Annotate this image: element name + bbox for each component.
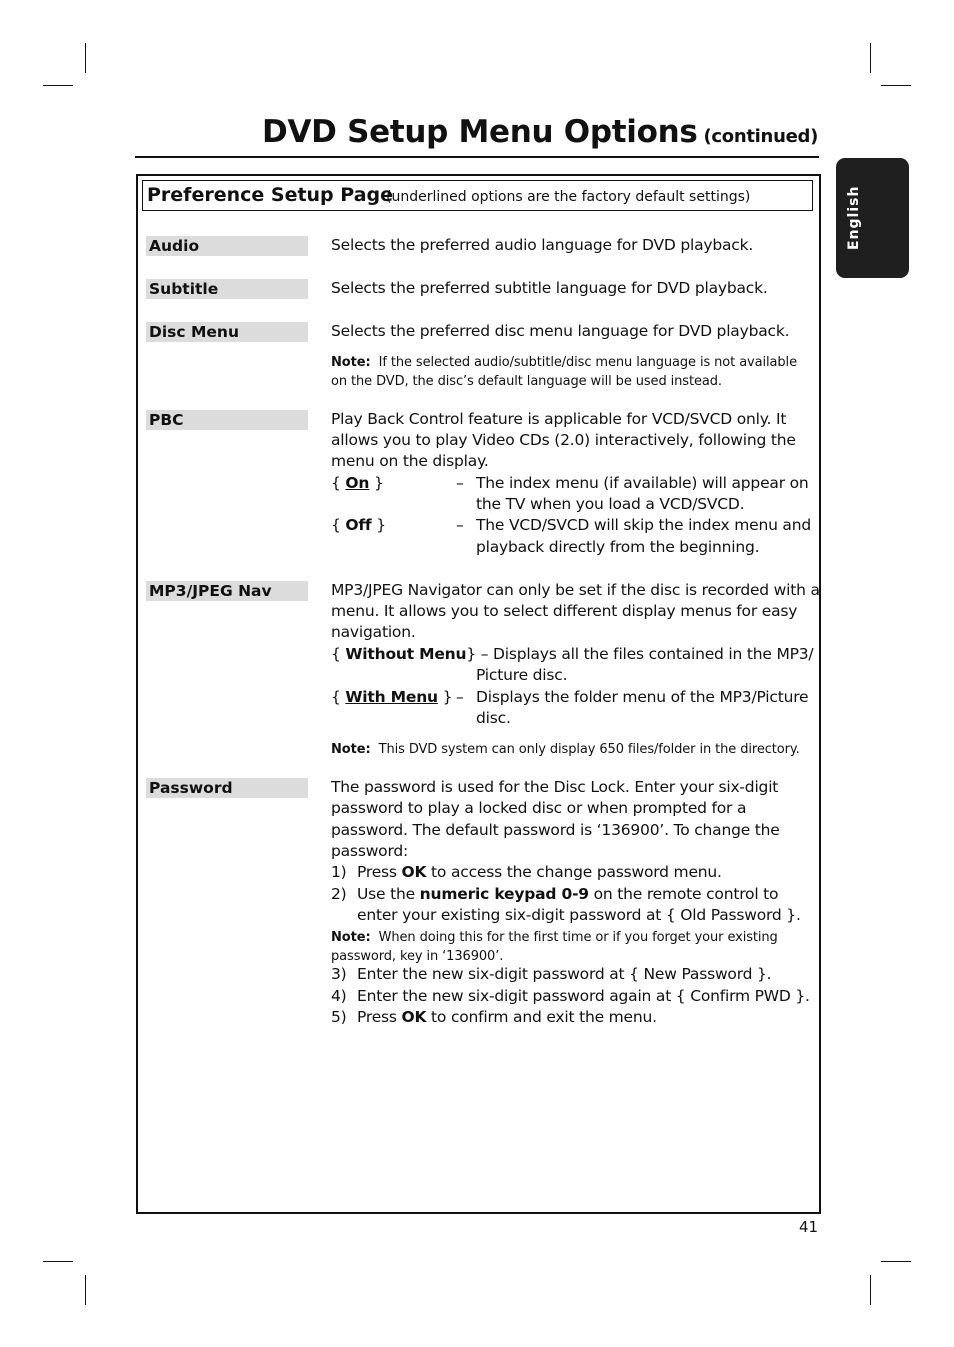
pbc-description-line2: allows you to play Video CDs (2.0) interactively, following the xyxy=(331,431,796,449)
option-label-audio: Audio xyxy=(146,236,308,256)
pbc-off-description-line1: The VCD/SVCD will skip the index menu and xyxy=(476,516,811,534)
crop-mark xyxy=(85,1275,86,1305)
option-label-password: Password xyxy=(146,778,308,798)
mp3-note xyxy=(331,739,800,760)
password-step-2-line2: enter your existing six-digit password at { Old Password }. xyxy=(357,906,801,924)
note-text: This DVD system can only display 650 files/folder in the directory. xyxy=(378,742,800,757)
page-title-text: DVD Setup Menu Options xyxy=(262,114,698,150)
pbc-on-description-line2: the TV when you load a VCD/SVCD. xyxy=(476,495,745,513)
section-title: Preference Setup Page xyxy=(147,184,393,206)
crop-mark xyxy=(43,85,73,86)
password-description-line2: password to play a locked disc or when prompted for a xyxy=(331,799,747,817)
step-text: to confirm and exit the menu. xyxy=(426,1008,657,1026)
note-text: When doing this for the first time or if you forget your existing xyxy=(378,930,778,945)
page-title-suffix: (continued) xyxy=(703,126,818,147)
page-title xyxy=(262,114,818,150)
pbc-description-line3: menu on the display. xyxy=(331,452,489,470)
ok-key-label: OK xyxy=(401,863,427,881)
language-tab xyxy=(836,158,909,278)
dash: – xyxy=(456,688,464,706)
brace: { xyxy=(331,516,341,534)
step-number: 4) xyxy=(331,987,347,1005)
crop-mark xyxy=(85,43,86,73)
note-label: Note: xyxy=(331,930,371,945)
password-note xyxy=(331,927,778,948)
numeric-keypad-label: numeric keypad 0-9 xyxy=(419,885,589,903)
disc-menu-description: Selects the preferred disc menu language for DVD playback. xyxy=(331,322,790,340)
mp3-option-with-menu xyxy=(331,687,452,708)
mp3-option-without-menu xyxy=(331,644,813,665)
option-label-pbc: PBC xyxy=(146,410,308,430)
pbc-on-description-line1: The index menu (if available) will appear on xyxy=(476,474,809,492)
crop-mark xyxy=(881,85,911,86)
brace: { xyxy=(331,474,341,492)
mp3-without-menu-label: Without Menu xyxy=(345,645,467,663)
note-label: Note: xyxy=(331,355,371,370)
step-number: 3) xyxy=(331,965,347,983)
page-number: 41 xyxy=(799,1218,819,1236)
crop-mark xyxy=(870,1275,871,1305)
title-rule xyxy=(135,156,819,158)
pbc-option-off xyxy=(331,515,386,536)
password-description-line1: The password is used for the Disc Lock. Enter your six-digit xyxy=(331,778,779,796)
section-subtitle: (underlined options are the factory default settings) xyxy=(386,189,751,205)
step-text: Press xyxy=(357,1008,402,1026)
pbc-off-label: Off xyxy=(345,516,372,534)
password-description-line3: password. The default password is ‘136900’. To change the xyxy=(331,821,780,839)
step-number: 2) xyxy=(331,885,347,903)
brace: } xyxy=(442,688,453,706)
password-step-5 xyxy=(357,1007,657,1028)
mp3-with-menu-label: With Menu xyxy=(345,688,438,706)
password-step-3: Enter the new six-digit password at { New Password }. xyxy=(357,965,772,983)
crop-mark xyxy=(881,1261,911,1262)
step-number: 1) xyxy=(331,863,347,881)
ok-key-label: OK xyxy=(401,1008,427,1026)
mp3-without-menu-description-line1: – Displays all the files contained in the MP3/ xyxy=(480,645,814,663)
mp3-description-line1: MP3/JPEG Navigator can only be set if the disc is recorded with a xyxy=(331,581,820,599)
password-step-4: Enter the new six-digit password again at { Confirm PWD }. xyxy=(357,987,810,1005)
pbc-option-on xyxy=(331,473,384,494)
brace: } xyxy=(466,645,477,663)
crop-mark xyxy=(870,43,871,73)
mp3-with-menu-description-line1: Displays the folder menu of the MP3/Picture xyxy=(476,688,809,706)
step-text: Use the xyxy=(357,885,420,903)
note-text: If the selected audio/subtitle/disc menu language is not available xyxy=(378,355,797,370)
step-text: to access the change password menu. xyxy=(426,863,722,881)
audio-description: Selects the preferred audio language for DVD playback. xyxy=(331,236,754,254)
brace: { xyxy=(331,645,341,663)
option-label-mp3-jpeg-nav: MP3/JPEG Nav xyxy=(146,581,308,601)
step-text: Press xyxy=(357,863,402,881)
password-step-1 xyxy=(357,862,722,883)
password-description-line4: password: xyxy=(331,842,409,860)
pbc-off-description-line2: playback directly from the beginning. xyxy=(476,538,760,556)
crop-mark xyxy=(43,1261,73,1262)
note-label: Note: xyxy=(331,742,371,757)
password-step-2 xyxy=(357,884,778,905)
subtitle-description: Selects the preferred subtitle language for DVD playback. xyxy=(331,279,768,297)
content-frame xyxy=(136,174,821,1214)
option-label-disc-menu: Disc Menu xyxy=(146,322,308,342)
section-header xyxy=(142,180,813,211)
disc-menu-note-line2: on the DVD, the disc’s default language will be used instead. xyxy=(331,374,722,389)
dash: – xyxy=(456,516,464,534)
disc-menu-note xyxy=(331,352,797,373)
mp3-description-line3: navigation. xyxy=(331,623,416,641)
mp3-without-menu-description-line2: Picture disc. xyxy=(476,666,568,684)
pbc-on-label: On xyxy=(345,474,370,492)
brace: } xyxy=(373,474,384,492)
step-text: on the remote control to xyxy=(588,885,779,903)
mp3-with-menu-description-line2: disc. xyxy=(476,709,511,727)
option-label-subtitle: Subtitle xyxy=(146,279,308,299)
mp3-description-line2: menu. It allows you to select different display menus for easy xyxy=(331,602,798,620)
brace: } xyxy=(376,516,386,534)
brace: { xyxy=(331,688,341,706)
language-tab-label: English xyxy=(846,185,862,250)
step-number: 5) xyxy=(331,1008,347,1026)
dash: – xyxy=(456,474,464,492)
password-note-line2: password, key in ‘136900’. xyxy=(331,949,504,964)
pbc-description-line1: Play Back Control feature is applicable for VCD/SVCD only. It xyxy=(331,410,787,428)
